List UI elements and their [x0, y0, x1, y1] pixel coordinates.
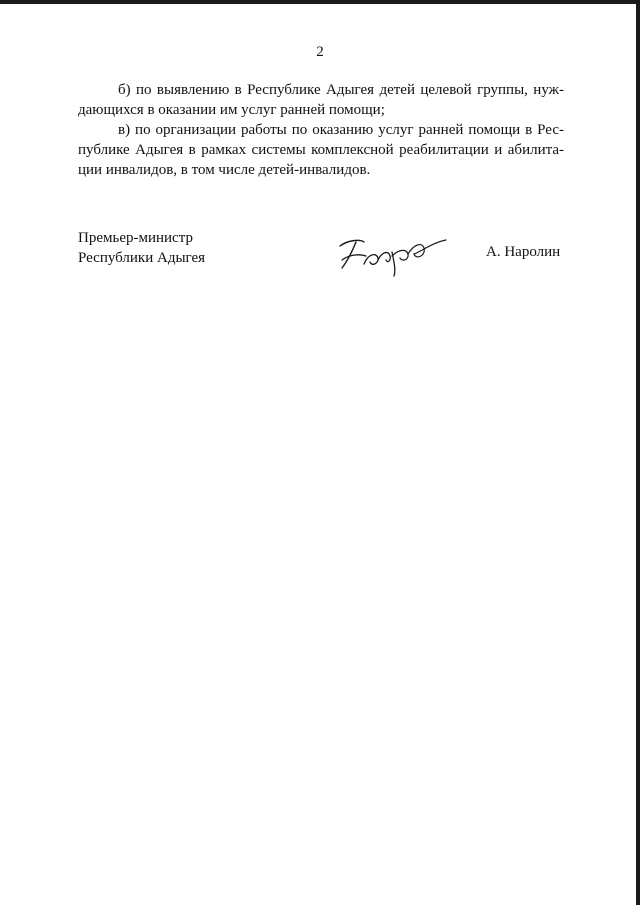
paragraph-v-line-2: публике Адыгея в рамках системы комплексной реабилитации и абилита-	[78, 142, 564, 158]
handwritten-signature	[334, 230, 454, 280]
scan-edge-right	[636, 0, 640, 905]
signer-name: А. Наролин	[486, 244, 561, 260]
signer-position-line-1: Премьер-министр	[78, 230, 193, 246]
scan-edge-top	[0, 0, 640, 4]
paragraph-b-line-1: б) по выявлению в Республике Адыгея детей целевой группы, нуж-	[118, 82, 564, 98]
signer-position-line-2: Республики Адыгея	[78, 250, 206, 266]
paragraph-b-line-2: дающихся в оказании им услуг ранней помощи;	[78, 102, 385, 118]
page-number: 2	[316, 44, 324, 60]
paragraph-v-line-3: ции инвалидов, в том числе детей-инвалидов.	[78, 162, 371, 178]
paragraph-v-line-1: в) по организации работы по оказанию услуг ранней помощи в Рес-	[118, 122, 564, 138]
